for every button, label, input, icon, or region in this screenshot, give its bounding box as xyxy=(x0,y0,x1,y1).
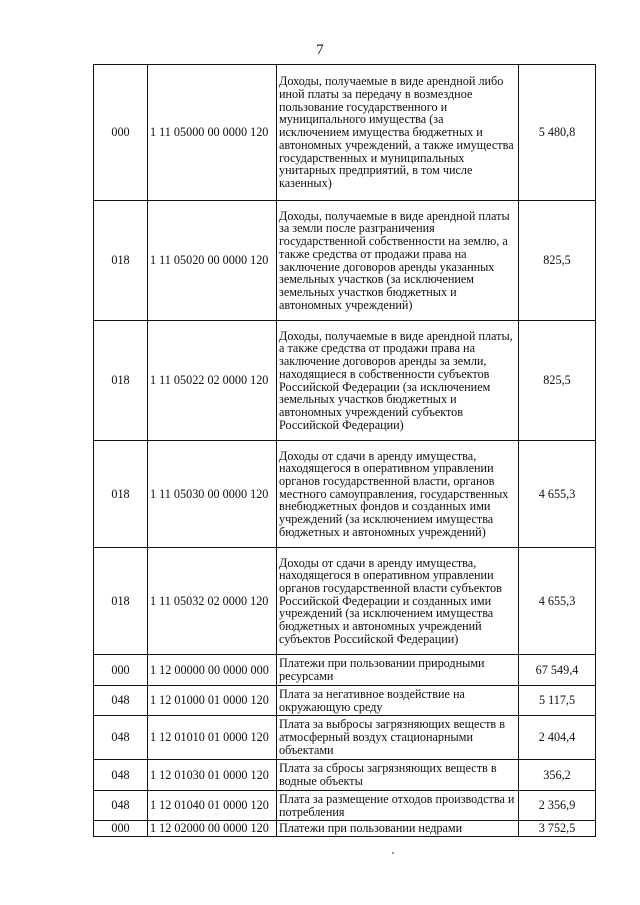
table-row xyxy=(94,791,596,821)
budget-code-cell: 1 12 01040 01 0000 120 xyxy=(148,791,277,821)
amount-cell: 825,5 xyxy=(519,201,596,321)
revenue-name-cell: Доходы, получаемые в виде арендной платы за земли после разграничения государственной собственности на землю, а также средства от продажи права на заключение договоров аренды указанных земельных участков (за исключением земельных участков бюджетных и автономных учреждений) xyxy=(277,201,519,321)
admin-code-cell: 048 xyxy=(94,716,148,760)
table-row xyxy=(94,321,596,441)
budget-code-cell: 1 12 01010 01 0000 120 xyxy=(148,716,277,760)
amount-cell: 2 356,9 xyxy=(519,791,596,821)
table-row xyxy=(94,821,596,837)
revenue-name-cell: Доходы, получаемые в виде арендной платы, а также средства от продажи права на заключение договоров аренды за земли, находящиеся в собственности субъектов Российской Федерации (за исключением земельных участков бюджетных и автономных учреждений субъектов Российской Федерации) xyxy=(277,321,519,441)
budget-code-cell: 1 12 01030 01 0000 120 xyxy=(148,760,277,791)
budget-code-cell: 1 12 01000 01 0000 120 xyxy=(148,686,277,716)
admin-code-cell: 048 xyxy=(94,760,148,791)
revenue-name-cell: Плата за размещение отходов производства и потребления xyxy=(277,791,519,821)
admin-code-cell: 018 xyxy=(94,548,148,655)
revenue-name-cell: Плата за негативное воздействие на окружающую среду xyxy=(277,686,519,716)
amount-cell: 5 117,5 xyxy=(519,686,596,716)
table-row xyxy=(94,686,596,716)
budget-code-cell: 1 11 05022 02 0000 120 xyxy=(148,321,277,441)
table-row xyxy=(94,716,596,760)
table-row xyxy=(94,65,596,201)
budget-code-cell: 1 11 05000 00 0000 120 xyxy=(148,65,277,201)
revenue-name-cell: Плата за выбросы загрязняющих веществ в атмосферный воздух стационарными объектами xyxy=(277,716,519,760)
budget-code-cell: 1 12 00000 00 0000 000 xyxy=(148,655,277,686)
budget-code-cell: 1 12 02000 00 0000 120 xyxy=(148,821,277,837)
revenue-name-cell: Платежи при пользовании недрами xyxy=(277,821,519,837)
revenue-name-cell: Плата за сбросы загрязняющих веществ в водные объекты xyxy=(277,760,519,791)
revenue-name-cell: Платежи при пользовании природными ресурсами xyxy=(277,655,519,686)
admin-code-cell: 000 xyxy=(94,65,148,201)
scan-speck xyxy=(392,852,394,854)
admin-code-cell: 000 xyxy=(94,655,148,686)
amount-cell: 67 549,4 xyxy=(519,655,596,686)
amount-cell: 825,5 xyxy=(519,321,596,441)
admin-code-cell: 048 xyxy=(94,686,148,716)
budget-code-cell: 1 11 05030 00 0000 120 xyxy=(148,441,277,548)
table-row xyxy=(94,441,596,548)
amount-cell: 3 752,5 xyxy=(519,821,596,837)
revenue-table xyxy=(93,64,596,837)
amount-cell: 4 655,3 xyxy=(519,548,596,655)
table-row xyxy=(94,201,596,321)
admin-code-cell: 000 xyxy=(94,821,148,837)
admin-code-cell: 048 xyxy=(94,791,148,821)
page-number: 7 xyxy=(316,42,324,58)
revenue-name-cell: Доходы от сдачи в аренду имущества, находящегося в оперативном управлении органов государственной власти субъектов Российской Федерации и созданных ими учреждений (за исключением имущества бюджетных и автономных учреждений субъектов Российской Федерации) xyxy=(277,548,519,655)
table-row xyxy=(94,548,596,655)
admin-code-cell: 018 xyxy=(94,201,148,321)
amount-cell: 2 404,4 xyxy=(519,716,596,760)
budget-code-cell: 1 11 05032 02 0000 120 xyxy=(148,548,277,655)
admin-code-cell: 018 xyxy=(94,321,148,441)
amount-cell: 4 655,3 xyxy=(519,441,596,548)
revenue-name-cell: Доходы, получаемые в виде арендной либо иной платы за передачу в возмездное пользование государственного и муниципального имущества (за исключением имущества бюджетных и автономных учреждений, а также имущества государственных и муниципальных унитарных предприятий, в том числе казенных) xyxy=(277,65,519,201)
revenue-name-cell: Доходы от сдачи в аренду имущества, находящегося в оперативном управлении органов государственной власти, органов местного самоуправления, государственных внебюджетных фондов и созданных ими учреждений (за исключением имущества бюджетных и автономных учреждений) xyxy=(277,441,519,548)
amount-cell: 356,2 xyxy=(519,760,596,791)
admin-code-cell: 018 xyxy=(94,441,148,548)
table-row xyxy=(94,760,596,791)
budget-code-cell: 1 11 05020 00 0000 120 xyxy=(148,201,277,321)
amount-cell: 5 480,8 xyxy=(519,65,596,201)
table-row xyxy=(94,655,596,686)
